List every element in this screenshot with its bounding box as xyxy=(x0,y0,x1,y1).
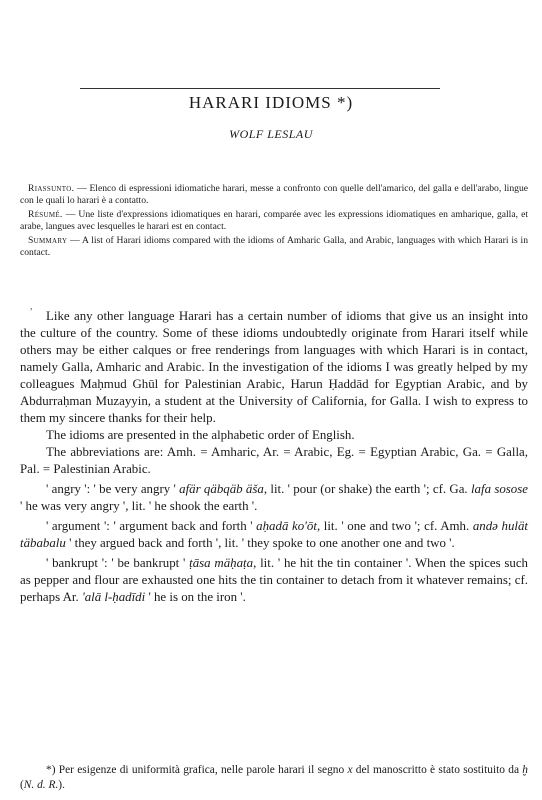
abstract-label: Résumé. xyxy=(28,209,63,220)
footnote-part: del manoscritto è stato sostituito da xyxy=(352,764,523,776)
top-rule xyxy=(80,88,440,89)
footnote-sign: x xyxy=(347,764,353,776)
entry-text: , lit. ' pour (or shake) the earth '; cf. Ga. xyxy=(263,482,471,496)
intro-paragraph: Like any other language Harari has a certain number of idioms that give us an insight into the culture of the country. Some of these idioms undoubtedly originate from Harari itself while others may be either calques or free renderings from languages with which Harari is in contact, namely Galla, Amharic and Arabic. In the investigation of the idioms I was greatly helped by my colleagues Maḥmud Ghūl for Palestinian Arabic, Harun Ḥaddād for Egyptian Arabic, and by Abdurraḥman Muzayyin, a student at the University of California, for Galla. I wish to express to them my sincere thanks for their help. xyxy=(20,309,528,425)
harari-word: aḥadā ko'ōt xyxy=(256,519,317,533)
entry-gloss: ' bankrupt ': ' be bankrupt ' xyxy=(46,556,190,570)
abstract-text: — Elenco di espressioni idiomatiche harari, messe a confronto con quelle dell'amarico, del galla e dell'arabo, lingue con le quali lo harari è a contatto. xyxy=(20,183,528,206)
footnote-part: *) Per esigenze di uniformità grafica, nelle parole harari il segno xyxy=(46,764,348,776)
entry-text: ' he was very angry ', lit. ' he shook the earth '. xyxy=(20,499,258,513)
amharic-word: andə hulät täbabalu xyxy=(20,519,528,550)
abstract-label: Summary xyxy=(28,235,68,246)
entry-gloss: ' angry ': ' be very angry ' xyxy=(46,482,180,496)
abbreviations-paragraph: The abbreviations are: Amh. = Amharic, Ar. = Arabic, Eg. = Egyptian Arabic, Ga. = Galla, Pal. = Palestinian Arabic. xyxy=(20,445,528,476)
abstract-text: — A list of Harari idioms compared with the idioms of Amharic Galla, and Arabic, languages with which Harari is in contact. xyxy=(20,235,528,258)
harari-word: ṭāsa mäḥaṭa xyxy=(189,556,254,570)
harari-word: afär qäbqäb äša xyxy=(179,482,264,496)
entry-text: ' they argued back and forth ', lit. ' they spoke to one another one and two '. xyxy=(65,536,455,550)
entry-gloss: ' argument ': ' argument back and forth ' xyxy=(46,519,257,533)
article-body xyxy=(20,308,528,606)
footnote xyxy=(20,763,528,793)
entry-text: , lit. ' one and two '; cf. Amh. xyxy=(316,519,473,533)
article-title: HARARI IDIOMS *) xyxy=(188,93,354,112)
abstract-english xyxy=(20,235,528,259)
abstract-italian xyxy=(20,183,528,207)
footnote-sign: ḫ xyxy=(522,764,528,776)
entry-text: ' he is on the iron '. xyxy=(145,590,246,604)
abstract-french xyxy=(20,209,528,233)
entry-angry xyxy=(20,481,528,515)
abstract-label: Riassunto. xyxy=(28,183,75,194)
footnote-part: ( xyxy=(20,779,24,791)
arabic-word: 'alā l-ḥadīdi xyxy=(81,590,146,604)
galla-word: lafa sosose xyxy=(470,482,528,496)
author-name: WOLF LESLAU xyxy=(229,127,313,141)
entry-bankrupt xyxy=(20,555,528,606)
entry-text: , lit. ' he hit the tin container '. When the spices such as pepper and flour are exhausted one hits the tin container to detach from it whatever remains; cf. perhaps Ar. xyxy=(20,556,529,604)
margin-mark: , xyxy=(30,301,33,312)
footnote-text xyxy=(20,763,528,793)
footnote-part: ). xyxy=(58,779,65,791)
entry-argument xyxy=(20,518,528,552)
abstract-text: — Une liste d'expressions idiomatiques en harari, comparée avec les expressions idiomatiques en amharique, galla, et arabe, langues avec lesquelles le harari est en contact. xyxy=(20,209,528,232)
abstracts xyxy=(20,183,528,261)
order-paragraph: The idioms are presented in the alphabetic order of English. xyxy=(46,428,355,442)
editor-note: N. d. R. xyxy=(23,779,59,791)
